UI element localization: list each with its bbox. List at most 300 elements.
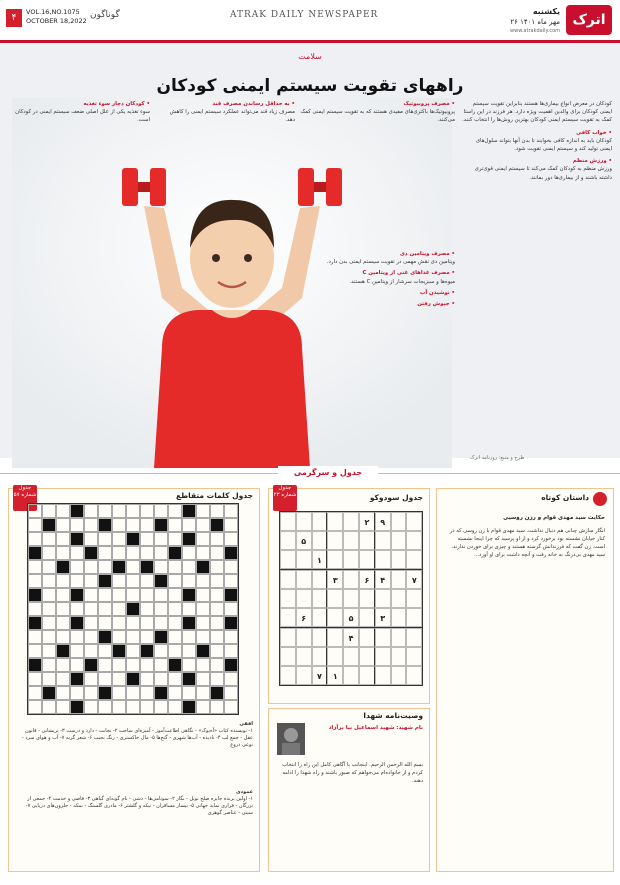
crossword-cell[interactable] [210, 532, 224, 546]
sudoku-cell[interactable] [375, 550, 391, 569]
martyr-portrait [277, 723, 305, 755]
sudoku-cell[interactable] [343, 531, 359, 550]
crossword-block [56, 560, 70, 574]
sudoku-cell[interactable] [327, 589, 343, 608]
sudoku-cell[interactable] [375, 589, 391, 608]
crossword-cell[interactable] [196, 518, 210, 532]
crossword-cell[interactable] [98, 616, 112, 630]
crossword-cell[interactable] [196, 546, 210, 560]
crossword-cell[interactable] [126, 560, 140, 574]
crossword-cell[interactable] [154, 560, 168, 574]
crossword-cell[interactable] [140, 546, 154, 560]
crossword-cell[interactable] [42, 644, 56, 658]
crossword-cell[interactable] [28, 644, 42, 658]
crossword-cell[interactable] [224, 630, 238, 644]
article-headline: راههای تقویت سیستم ایمنی کودکان [156, 76, 464, 96]
crossword-cell[interactable] [210, 602, 224, 616]
crossword-block [196, 644, 210, 658]
sudoku-cell: ۹ [375, 512, 391, 531]
sudoku-cell[interactable] [391, 608, 407, 627]
crossword-cell[interactable] [112, 532, 126, 546]
sudoku-cell[interactable] [375, 628, 391, 647]
crossword-cell[interactable] [126, 658, 140, 672]
crossword-cell[interactable] [98, 560, 112, 574]
crossword-cell[interactable] [182, 574, 196, 588]
sudoku-cell[interactable] [375, 531, 391, 550]
crossword-block [112, 644, 126, 658]
crossword-cell[interactable] [28, 672, 42, 686]
crossword-cell[interactable] [224, 574, 238, 588]
column-1-para-3: ورزش منظم به کودکان کمک می‌کند تا سیستم ایمنی قوی‌تری داشته باشند و از بیماری‌ها دور بمانند. [474, 166, 612, 181]
crossword-cell[interactable] [126, 686, 140, 700]
crossword-cell[interactable] [210, 504, 224, 518]
crossword-cell[interactable] [56, 532, 70, 546]
sudoku-cell: ۷ [312, 666, 328, 685]
crossword-cell[interactable] [112, 658, 126, 672]
crossword-cell[interactable] [182, 602, 196, 616]
crossword-block [42, 686, 56, 700]
will-subtitle: نام شهید: شهید اسماعیل نیا برآزاد [328, 725, 423, 731]
crossword-cell[interactable] [126, 630, 140, 644]
crossword-block [140, 644, 154, 658]
crossword-cell[interactable] [84, 574, 98, 588]
crossword-cell[interactable] [196, 630, 210, 644]
crossword-block [56, 644, 70, 658]
sudoku-cell[interactable] [280, 512, 296, 531]
crossword-cell[interactable] [42, 546, 56, 560]
crossword-cell[interactable] [84, 672, 98, 686]
crossword-cell[interactable] [196, 700, 210, 714]
sudoku-cell[interactable] [312, 570, 328, 589]
sudoku-cell[interactable] [343, 647, 359, 666]
sudoku-cell[interactable] [296, 647, 312, 666]
crossword-cell[interactable] [140, 658, 154, 672]
crossword-cell[interactable] [56, 616, 70, 630]
crossword-cell[interactable] [70, 644, 84, 658]
crossword-cell[interactable] [98, 700, 112, 714]
sudoku-cell[interactable] [406, 550, 422, 569]
crossword-cell[interactable] [168, 700, 182, 714]
paper-name: ATRAK DAILY NEWSPAPER [230, 10, 379, 20]
sudoku-cell: ۷ [406, 570, 422, 589]
sudoku-row [280, 531, 422, 550]
newspaper-logo: اترک [566, 5, 612, 35]
crossword-cell[interactable] [42, 630, 56, 644]
crossword-cell[interactable] [112, 546, 126, 560]
crossword-row [28, 602, 238, 616]
crossword-cell[interactable] [56, 602, 70, 616]
sudoku-cell[interactable] [406, 628, 422, 647]
crossword-cell[interactable] [84, 686, 98, 700]
crossword-cell[interactable] [112, 588, 126, 602]
crossword-cell[interactable] [210, 630, 224, 644]
sudoku-cell[interactable] [375, 666, 391, 685]
crossword-cell[interactable] [154, 532, 168, 546]
sudoku-cell[interactable] [280, 666, 296, 685]
crossword-cell[interactable] [168, 630, 182, 644]
crossword-cell[interactable] [196, 686, 210, 700]
sudoku-cell[interactable] [375, 647, 391, 666]
crossword-cell[interactable] [28, 504, 42, 518]
crossword-cell[interactable] [126, 574, 140, 588]
crossword-row [28, 658, 238, 672]
sudoku-cell[interactable] [312, 531, 328, 550]
crossword-cell[interactable] [154, 588, 168, 602]
crossword-cell[interactable] [140, 672, 154, 686]
crossword-block [182, 616, 196, 630]
sudoku-cell[interactable] [359, 608, 375, 627]
crossword-cell[interactable] [168, 616, 182, 630]
crossword-block [210, 686, 224, 700]
crossword-cell[interactable] [182, 518, 196, 532]
crossword-cell[interactable] [70, 658, 84, 672]
down-clues [15, 789, 253, 817]
crossword-block [154, 630, 168, 644]
crossword-cell[interactable] [168, 504, 182, 518]
crossword-cell[interactable] [56, 686, 70, 700]
crossword-cell[interactable] [168, 518, 182, 532]
sudoku-cell[interactable] [280, 550, 296, 569]
crossword-cell[interactable] [98, 504, 112, 518]
crossword-cell[interactable] [126, 518, 140, 532]
header-website[interactable]: www.atrakdaily.com [510, 28, 560, 34]
sudoku-cell[interactable] [406, 608, 422, 627]
sudoku-cell[interactable] [343, 666, 359, 685]
crossword-cell[interactable] [98, 658, 112, 672]
crossword-cell[interactable] [70, 574, 84, 588]
article-column-4 [10, 100, 150, 160]
crossword-cell[interactable] [28, 518, 42, 532]
short-story-box [436, 488, 614, 872]
heading-malnutrition: • کودکان دچار سوء تغذیه [83, 101, 150, 107]
crossword-cell[interactable] [28, 602, 42, 616]
crossword-cell[interactable] [126, 700, 140, 714]
sudoku-cell[interactable] [280, 608, 296, 627]
sudoku-cell[interactable] [359, 550, 375, 569]
down-label: عمودی [235, 789, 253, 795]
crossword-cell[interactable] [112, 602, 126, 616]
crossword-cell[interactable] [168, 686, 182, 700]
crossword-cell[interactable] [98, 588, 112, 602]
sudoku-cell[interactable] [327, 608, 343, 627]
sudoku-cell[interactable] [343, 589, 359, 608]
sudoku-cell[interactable] [296, 589, 312, 608]
crossword-cell[interactable] [140, 574, 154, 588]
crossword-cell[interactable] [42, 616, 56, 630]
crossword-cell[interactable] [224, 560, 238, 574]
sudoku-cell[interactable] [343, 512, 359, 531]
crossword-cell[interactable] [112, 518, 126, 532]
crossword-row [28, 630, 238, 644]
crossword-cell[interactable] [126, 504, 140, 518]
crossword-badge: جدول شماره ۵۷ [13, 485, 37, 511]
crossword-cell[interactable] [140, 686, 154, 700]
crossword-cell[interactable] [168, 602, 182, 616]
crossword-cell[interactable] [168, 644, 182, 658]
crossword-cell[interactable] [98, 532, 112, 546]
sudoku-cell[interactable] [391, 647, 407, 666]
crossword-cell[interactable] [126, 588, 140, 602]
crossword-cell[interactable] [168, 672, 182, 686]
sudoku-cell[interactable] [359, 531, 375, 550]
crossword-cell[interactable] [210, 588, 224, 602]
crossword-cell[interactable] [168, 574, 182, 588]
sudoku-cell[interactable] [280, 589, 296, 608]
crossword-cell[interactable] [42, 700, 56, 714]
sudoku-cell: ۵ [296, 531, 312, 550]
sudoku-cell[interactable] [406, 589, 422, 608]
crossword-block [182, 672, 196, 686]
crossword-cell[interactable] [70, 546, 84, 560]
crossword-block [154, 686, 168, 700]
sudoku-cell[interactable] [327, 512, 343, 531]
crossword-cell[interactable] [112, 700, 126, 714]
crossword-cell[interactable] [224, 686, 238, 700]
sudoku-cell[interactable] [296, 512, 312, 531]
crossword-cell[interactable] [84, 644, 98, 658]
crossword-cell[interactable] [210, 546, 224, 560]
crossword-cell[interactable] [196, 574, 210, 588]
crossword-cell[interactable] [98, 672, 112, 686]
crossword-cell[interactable] [140, 700, 154, 714]
crossword-cell[interactable] [210, 672, 224, 686]
header-date: ۲۶ مهر ماه ۱۴۰۱ [510, 18, 560, 26]
crossword-cell[interactable] [56, 672, 70, 686]
crossword-cell[interactable] [28, 700, 42, 714]
crossword-cell[interactable] [42, 560, 56, 574]
crossword-block [182, 588, 196, 602]
crossword-cell[interactable] [196, 658, 210, 672]
crossword-cell[interactable] [56, 588, 70, 602]
crossword-cell[interactable] [84, 700, 98, 714]
crossword-cell[interactable] [112, 616, 126, 630]
crossword-cell[interactable] [210, 644, 224, 658]
sudoku-cell[interactable] [327, 628, 343, 647]
sudoku-cell[interactable] [391, 666, 407, 685]
sudoku-cell[interactable] [312, 589, 328, 608]
crossword-cell[interactable] [224, 518, 238, 532]
crossword-cell[interactable] [42, 504, 56, 518]
crossword-cell[interactable] [224, 672, 238, 686]
crossword-cell[interactable] [182, 560, 196, 574]
sudoku-cell[interactable] [343, 550, 359, 569]
crossword-cell[interactable] [84, 532, 98, 546]
crossword-block [126, 672, 140, 686]
crossword-cell[interactable] [196, 602, 210, 616]
crossword-cell[interactable] [98, 602, 112, 616]
crossword-cell[interactable] [28, 532, 42, 546]
crossword-cell[interactable] [154, 616, 168, 630]
sudoku-cell[interactable] [312, 512, 328, 531]
crossword-cell[interactable] [154, 672, 168, 686]
crossword-cell[interactable] [84, 616, 98, 630]
crossword-cell[interactable] [224, 504, 238, 518]
crossword-cell[interactable] [42, 602, 56, 616]
crossword-cell[interactable] [98, 644, 112, 658]
crossword-cell[interactable] [28, 686, 42, 700]
crossword-cell[interactable] [84, 560, 98, 574]
sudoku-cell[interactable] [391, 589, 407, 608]
crossword-cell[interactable] [56, 518, 70, 532]
crossword-cell[interactable] [112, 574, 126, 588]
crossword-cell[interactable] [42, 672, 56, 686]
crossword-block [154, 574, 168, 588]
sudoku-cell[interactable] [406, 666, 422, 685]
crossword-block [28, 546, 42, 560]
crossword-cell[interactable] [210, 574, 224, 588]
sudoku-cell[interactable] [327, 550, 343, 569]
sudoku-cell[interactable] [406, 512, 422, 531]
crossword-cell[interactable] [42, 588, 56, 602]
crossword-cell[interactable] [126, 616, 140, 630]
crossword-cell[interactable] [70, 630, 84, 644]
crossword-cell[interactable] [140, 504, 154, 518]
crossword-cell[interactable] [196, 504, 210, 518]
crossword-cell[interactable] [224, 644, 238, 658]
sudoku-cell[interactable] [327, 647, 343, 666]
sudoku-cell[interactable] [312, 647, 328, 666]
crossword-cell[interactable] [84, 588, 98, 602]
sudoku-cell[interactable] [296, 570, 312, 589]
martyr-will-box [268, 708, 430, 872]
crossword-block [42, 518, 56, 532]
sudoku-cell: ۳ [327, 570, 343, 589]
crossword-block [182, 504, 196, 518]
crossword-cell[interactable] [168, 588, 182, 602]
heading-sleep: • خواب کافی [576, 129, 612, 136]
crossword-cell[interactable] [182, 644, 196, 658]
crossword-block [28, 588, 42, 602]
crossword-row [28, 560, 238, 574]
crossword-cell[interactable] [56, 630, 70, 644]
crossword-block [140, 560, 154, 574]
crossword-cell[interactable] [42, 532, 56, 546]
crossword-cell[interactable] [140, 616, 154, 630]
crossword-cell[interactable] [224, 700, 238, 714]
sudoku-cell: ۱ [327, 666, 343, 685]
crossword-cell[interactable] [70, 686, 84, 700]
crossword-cell[interactable] [140, 630, 154, 644]
crossword-cell[interactable] [84, 504, 98, 518]
crossword-cell[interactable] [196, 532, 210, 546]
crossword-cell[interactable] [140, 518, 154, 532]
crossword-cell[interactable] [210, 616, 224, 630]
crossword-cell[interactable] [210, 658, 224, 672]
crossword-cell[interactable] [140, 532, 154, 546]
crossword-cell[interactable] [168, 560, 182, 574]
crossword-cell[interactable] [154, 504, 168, 518]
sudoku-cell[interactable] [359, 666, 375, 685]
sudoku-cell[interactable] [391, 570, 407, 589]
sudoku-cell[interactable] [391, 512, 407, 531]
crossword-cell[interactable] [126, 644, 140, 658]
sudoku-cell[interactable] [280, 531, 296, 550]
crossword-cell[interactable] [182, 686, 196, 700]
sudoku-cell[interactable] [280, 647, 296, 666]
sudoku-row [280, 589, 422, 608]
sudoku-cell[interactable] [391, 550, 407, 569]
crossword-cell[interactable] [224, 532, 238, 546]
crossword-cell[interactable] [140, 602, 154, 616]
crossword-cell[interactable] [42, 658, 56, 672]
crossword-cell[interactable] [70, 518, 84, 532]
crossword-cell[interactable] [84, 602, 98, 616]
crossword-cell[interactable] [56, 700, 70, 714]
heading-vitamin-d: • مصرف ویتامین دی [399, 251, 455, 257]
sudoku-cell[interactable] [359, 589, 375, 608]
crossword-cell[interactable] [112, 630, 126, 644]
crossword-cell[interactable] [28, 574, 42, 588]
sudoku-cell[interactable] [406, 531, 422, 550]
sudoku-cell[interactable] [312, 608, 328, 627]
sudoku-cell[interactable] [280, 570, 296, 589]
crossword-cell[interactable] [28, 630, 42, 644]
sudoku-cell[interactable] [359, 628, 375, 647]
crossword-cell[interactable] [182, 658, 196, 672]
crossword-cell[interactable] [42, 574, 56, 588]
crossword-cell[interactable] [154, 602, 168, 616]
sudoku-cell[interactable] [296, 628, 312, 647]
crossword-cell[interactable] [140, 588, 154, 602]
crossword-cell[interactable] [112, 504, 126, 518]
sudoku-cell[interactable] [296, 666, 312, 685]
article-column-2 [300, 100, 455, 160]
sudoku-cell[interactable] [406, 647, 422, 666]
crossword-cell[interactable] [84, 630, 98, 644]
crossword-cell[interactable] [154, 658, 168, 672]
crossword-cell[interactable] [154, 644, 168, 658]
crossword-cell[interactable] [70, 560, 84, 574]
crossword-cell[interactable] [126, 546, 140, 560]
crossword-cell[interactable] [154, 546, 168, 560]
sudoku-title: جدول سودوکو [369, 493, 423, 502]
crossword-cell[interactable] [70, 602, 84, 616]
crossword-block [224, 546, 238, 560]
crossword-cell[interactable] [112, 686, 126, 700]
sudoku-cell[interactable] [327, 531, 343, 550]
crossword-cell[interactable] [224, 602, 238, 616]
crossword-cell[interactable] [56, 504, 70, 518]
crossword-cell[interactable] [168, 532, 182, 546]
crossword-cell[interactable] [196, 672, 210, 686]
sudoku-cell[interactable] [391, 628, 407, 647]
crossword-cell[interactable] [112, 672, 126, 686]
crossword-cell[interactable] [84, 518, 98, 532]
crossword-cell[interactable] [154, 700, 168, 714]
crossword-cell[interactable] [98, 546, 112, 560]
crossword-cell[interactable] [196, 616, 210, 630]
sudoku-cell[interactable] [343, 570, 359, 589]
sudoku-cell[interactable] [391, 531, 407, 550]
crossword-block [210, 518, 224, 532]
sudoku-cell[interactable] [296, 550, 312, 569]
crossword-cell[interactable] [182, 630, 196, 644]
crossword-cell[interactable] [56, 546, 70, 560]
sudoku-cell[interactable] [359, 647, 375, 666]
crossword-cell[interactable] [210, 700, 224, 714]
crossword-cell[interactable] [56, 574, 70, 588]
crossword-cell[interactable] [210, 560, 224, 574]
crossword-cell[interactable] [28, 560, 42, 574]
sudoku-cell[interactable] [280, 628, 296, 647]
will-title: وصیت‌نامه شهدا [363, 711, 423, 720]
sudoku-cell[interactable] [312, 628, 328, 647]
crossword-cell[interactable] [56, 658, 70, 672]
crossword-row [28, 700, 238, 714]
crossword-cell[interactable] [196, 588, 210, 602]
crossword-cell[interactable] [182, 546, 196, 560]
english-date: OCTOBER 18,2022 [26, 17, 87, 25]
